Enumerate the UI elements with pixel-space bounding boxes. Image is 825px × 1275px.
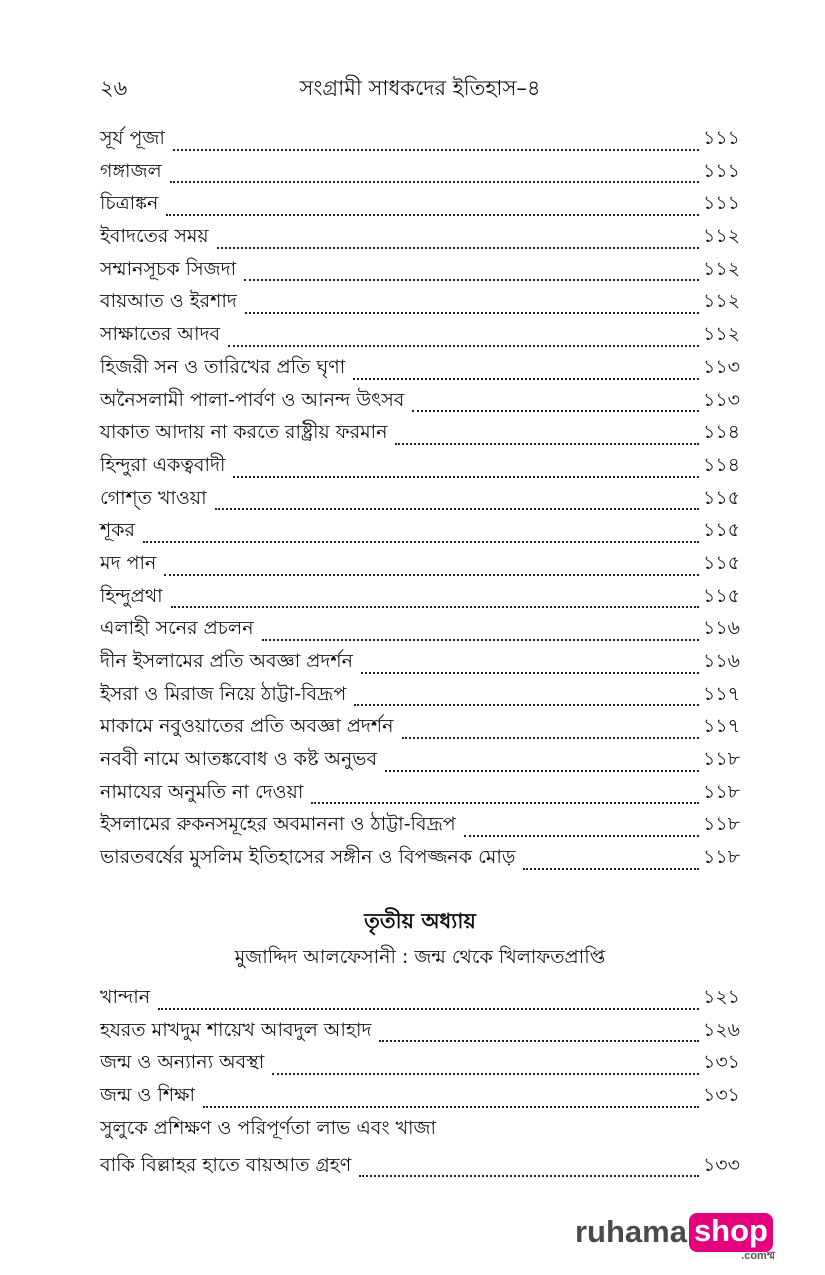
toc-entry (100, 516, 740, 549)
toc-entry-page: ১১৮ (703, 846, 740, 869)
toc-entry-page: ১১৬ (702, 617, 740, 640)
toc-entry-label: হিন্দুপ্রথা (100, 584, 163, 607)
toc-entry (100, 320, 740, 353)
toc-entry (100, 287, 740, 320)
dot-leader (170, 181, 699, 183)
toc-entry-page: ১১১ (703, 159, 740, 182)
toc-entry (100, 353, 740, 386)
toc-entry-page: ১১৭ (702, 682, 740, 705)
dot-leader (164, 574, 699, 576)
toc-entry-label: ইসরা ও মিরাজ নিয়ে ঠাট্টা-বিদ্রূপ (100, 682, 347, 705)
toc-entry-page: ১১১ (703, 192, 740, 215)
toc-entry (100, 582, 740, 615)
toc-entry (100, 1151, 740, 1184)
toc-entry (100, 1114, 740, 1147)
toc-entry-page: ১১৩ (702, 388, 740, 411)
toc-entry (100, 1048, 740, 1081)
toc-entry-page: ১১২ (702, 257, 740, 280)
toc-entry-page: ১১৪ (703, 453, 740, 476)
dot-leader (173, 149, 699, 151)
watermark-logo (574, 1212, 775, 1262)
toc-entry (100, 843, 740, 876)
toc-entry-page: ১১৫ (703, 584, 740, 607)
dot-leader (203, 1106, 699, 1108)
toc-entry-label: গঙ্গাজল (100, 159, 162, 182)
dot-leader (262, 639, 699, 641)
toc-entry-label: হযরত মাখদুম শায়েখ আবদুল আহাদ (100, 1018, 372, 1041)
dot-leader (233, 476, 699, 478)
dot-leader (143, 541, 699, 543)
dot-leader (385, 770, 699, 772)
dot-leader (244, 279, 699, 281)
toc-entry-page: ১১৩ (702, 355, 740, 378)
toc-entry-label: সম্মানসূচক সিজদা (100, 257, 237, 280)
toc-entry-page: ১১১ (703, 127, 740, 149)
toc-section-1 (100, 124, 740, 876)
toc-entry-label: সাক্ষাতের আদব (100, 323, 221, 346)
toc-entry-page: ১১৭ (702, 715, 740, 738)
toc-entry-page: ১১৮ (703, 813, 740, 836)
toc-entry (100, 745, 740, 778)
dot-leader (359, 1175, 699, 1177)
toc-entry-page: ১১২ (702, 290, 740, 313)
toc-entry-label: ইবাদতের সময় (100, 225, 209, 248)
dot-leader (215, 508, 699, 510)
toc-entry-label: সূর্য পূজা (100, 127, 165, 149)
toc-entry (100, 484, 740, 517)
watermark-right (689, 1212, 775, 1262)
dot-leader (353, 378, 699, 380)
dot-leader (361, 672, 699, 674)
toc-entry-label: নববী নামে আতঙ্কবোধ ও কষ্ট অনুভব (100, 748, 378, 771)
toc-entry-page: ১২১ (702, 986, 740, 1008)
toc-entry (100, 157, 740, 190)
toc-entry (100, 451, 740, 484)
toc-entry-label: এলাহী সনের প্রচলন (100, 617, 254, 640)
toc-entry (100, 647, 740, 680)
dot-leader (171, 606, 699, 608)
toc-entry (100, 549, 740, 582)
watermark-right-text: shop (693, 1212, 768, 1248)
toc-entry (100, 1081, 740, 1114)
toc-entry-page: ১১৫ (703, 551, 740, 574)
toc-entry-page: ১৩১ (702, 1051, 740, 1074)
watermark-sub: .comম্ম (741, 1249, 775, 1262)
watermark-left: ruhama (574, 1214, 687, 1249)
toc-entry (100, 680, 740, 713)
dot-leader (166, 214, 699, 216)
dot-leader (272, 1073, 699, 1075)
running-title: সংগ্রামী সাধকদের ইতিহাস–৪ (299, 76, 541, 100)
toc-entry-label: সুলুকে প্রশিক্ষণ ও পরিপূর্ণতা লাভ এবং খাজা (100, 1117, 437, 1139)
toc-entry-label: মদ পান (100, 551, 157, 574)
toc-entry (100, 189, 740, 222)
toc-entry (100, 810, 740, 843)
toc-entry-page: ১১৮ (703, 780, 740, 803)
toc-entry (100, 1016, 740, 1049)
toc-multiline-entry (100, 1114, 740, 1183)
toc-entry-label: চিত্রাঙ্কন (100, 192, 159, 215)
toc-entry-label: জন্ম ও শিক্ষা (100, 1084, 196, 1107)
toc-entry-label: খান্দান (100, 986, 151, 1008)
toc-entry-label: যাকাত আদায় না করতে রাষ্ট্রীয় ফরমান (100, 421, 388, 444)
toc-entry (100, 614, 740, 647)
toc-entry-page: ১১৫ (703, 486, 740, 509)
toc-entry (100, 124, 740, 157)
toc-entry-label: শূকর (100, 519, 135, 542)
toc-entry-page: ১১৬ (702, 650, 740, 672)
dot-leader (158, 1008, 699, 1010)
dot-leader (464, 835, 699, 837)
toc-entry-page: ১১২ (702, 225, 740, 248)
toc-entry-page: ১২৬ (702, 1018, 740, 1041)
dot-leader (395, 443, 699, 445)
toc-entry (100, 255, 740, 288)
toc-entry-label: ভারতবর্ষের মুসলিম ইতিহাসের সঙ্গীন ও বিপজ্জনক মোড় (100, 846, 516, 869)
toc-entry-page: ১৩১ (702, 1084, 740, 1107)
dot-leader (523, 868, 699, 870)
dot-leader (412, 410, 699, 412)
toc-entry-label: দীন ইসলামের প্রতি অবজ্ঞা প্রদর্শন (100, 650, 353, 672)
dot-leader (354, 704, 699, 706)
toc-entry-page: ১১৪ (703, 421, 740, 444)
toc-entry (100, 386, 740, 419)
toc-entry-label: গোশ্‌ত খাওয়া (100, 486, 207, 509)
dot-leader (402, 737, 699, 739)
chapter-heading: তৃতীয় অধ্যায় (364, 909, 476, 933)
toc-entry-label: জন্ম ও অন্যান্য অবস্থা (100, 1051, 265, 1074)
toc-entry-label: বাকি বিল্লাহর হাতে বায়আত গ্রহণ (100, 1153, 352, 1176)
dot-leader (217, 247, 699, 249)
toc-entry (100, 222, 740, 255)
dot-leader (245, 312, 699, 314)
toc-entry (100, 418, 740, 451)
dot-leader (228, 345, 699, 347)
dot-leader (311, 802, 699, 804)
toc-entry-label: বায়আত ও ইরশাদ (100, 290, 237, 313)
toc-entry-page: ১১৫ (703, 519, 740, 542)
toc-section-2 (100, 983, 740, 1114)
toc-entry (100, 712, 740, 745)
toc-entry (100, 778, 740, 811)
toc-entry-label: হিজরী সন ও তারিখের প্রতি ঘৃণা (100, 355, 346, 378)
chapter-subtitle: মুজাদ্দিদ আলফেসানী : জন্ম থেকে খিলাফতপ্রাপ্তি (234, 946, 606, 968)
toc-entry-label: মাকামে নবুওয়াতের প্রতি অবজ্ঞা প্রদর্শন (100, 715, 394, 738)
toc-entry-label: হিন্দুরা একত্ববাদী (100, 453, 226, 476)
toc-entry-page: ১৩৩ (702, 1153, 740, 1176)
page-header (100, 72, 740, 112)
toc-entry-label: ইসলামের রুকনসমূহের অবমাননা ও ঠাট্টা-বিদ্রূপ (100, 813, 456, 836)
toc-entry-label: অনৈসলামী পালা-পার্বণ ও আনন্দ উৎসব (100, 388, 405, 411)
toc-entry-label: নামাযের অনুমতি না দেওয়া (100, 780, 304, 803)
toc-entry-page: ১১৮ (703, 748, 740, 771)
dot-leader (379, 1040, 699, 1042)
toc-entry (100, 983, 740, 1016)
page-number: ২৬ (100, 76, 128, 100)
toc-entry-page: ১১২ (702, 323, 740, 346)
